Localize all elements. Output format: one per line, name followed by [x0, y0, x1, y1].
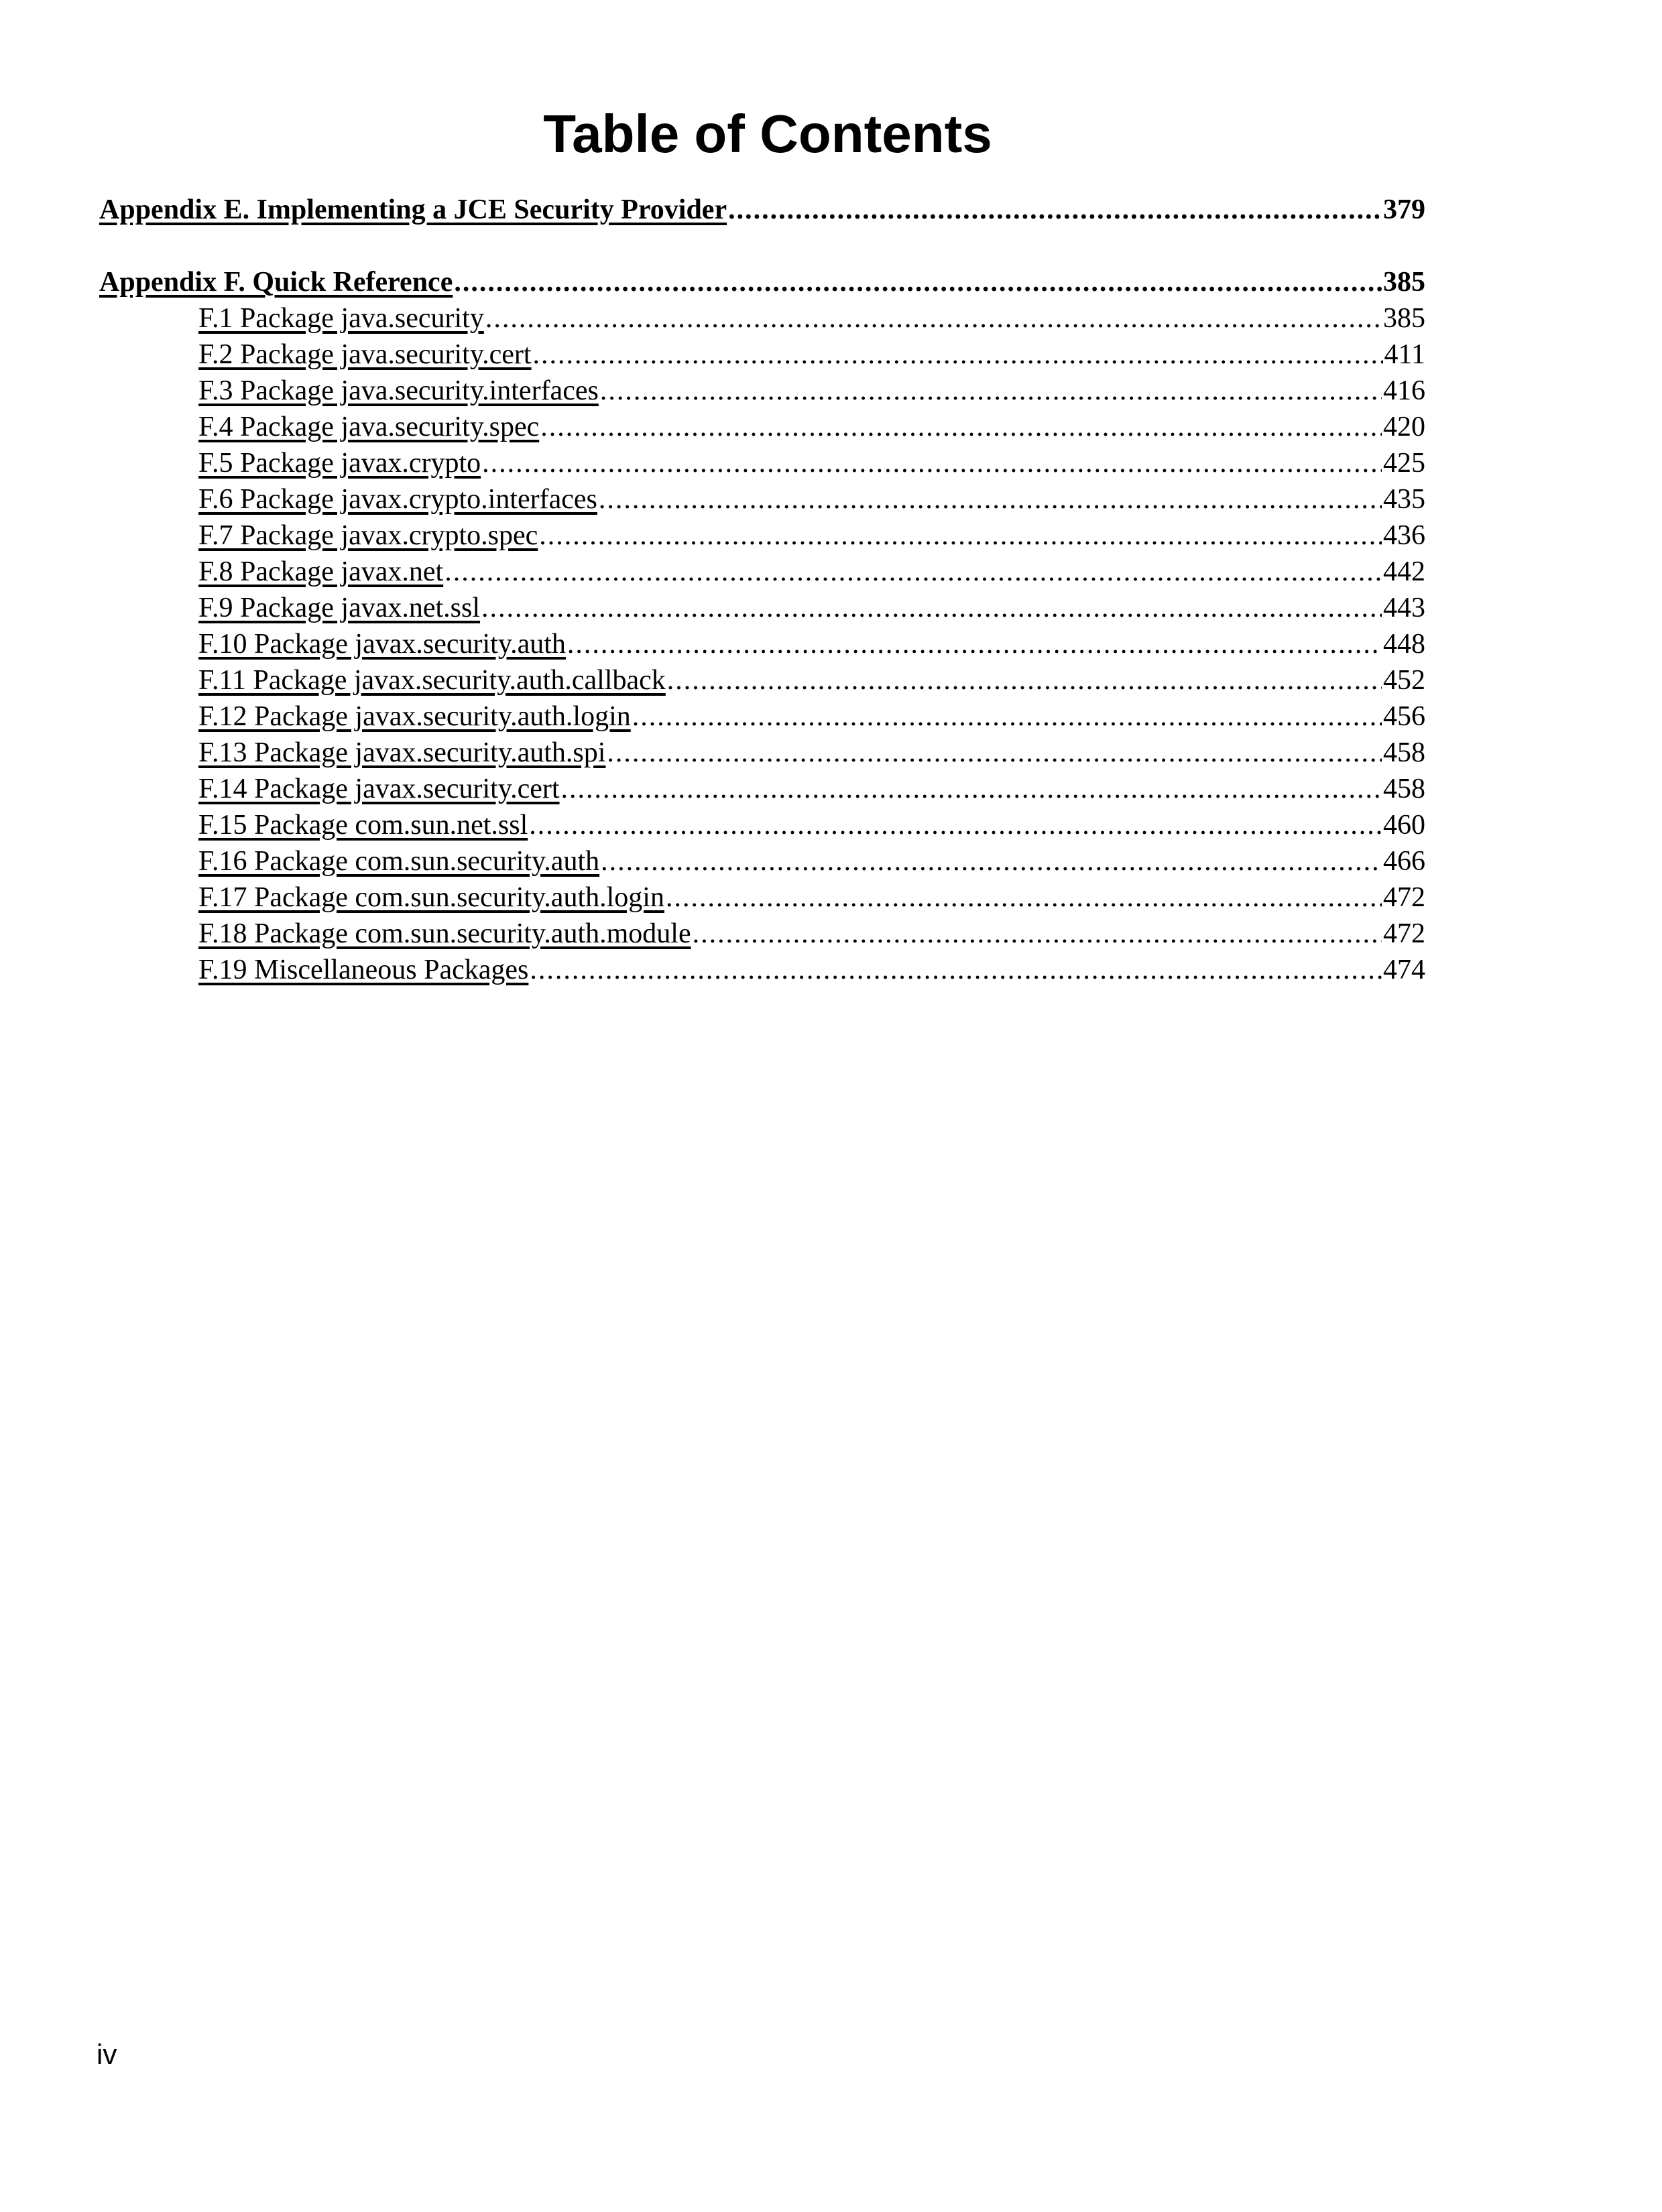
- toc-entry-f13[interactable]: [99, 735, 1425, 771]
- dot-leader: [481, 590, 1382, 626]
- toc-page-number: 460: [1383, 810, 1425, 841]
- toc-entry-f9[interactable]: [99, 590, 1425, 626]
- toc-page-number: 385: [1383, 303, 1425, 334]
- toc-page-number: 474: [1383, 955, 1425, 985]
- page-title: Table of Contents: [543, 104, 992, 164]
- toc-entry-f14[interactable]: [99, 771, 1425, 807]
- dot-leader: [567, 626, 1382, 662]
- dot-leader: [632, 698, 1382, 735]
- toc-entry-label[interactable]: F.14 Package javax.security.cert: [198, 774, 560, 804]
- toc-entry-label[interactable]: F.2 Package java.security.cert: [198, 339, 532, 370]
- toc-entry-label[interactable]: F.11 Package javax.security.auth.callback: [198, 665, 666, 696]
- dot-leader: [667, 662, 1382, 698]
- dot-leader: [666, 879, 1382, 916]
- toc-page-number: 442: [1383, 556, 1425, 587]
- toc-entry-appendix-f[interactable]: [99, 264, 1425, 300]
- toc-entry-f17[interactable]: [99, 879, 1425, 916]
- toc-page-number: 385: [1383, 267, 1425, 298]
- toc-entry-f7[interactable]: [99, 517, 1425, 554]
- toc-entry-f10[interactable]: [99, 626, 1425, 662]
- toc-entry-label[interactable]: F.19 Miscellaneous Packages: [198, 955, 529, 985]
- toc-page-number: 379: [1383, 194, 1425, 225]
- toc-entry-f5[interactable]: [99, 445, 1425, 481]
- toc-page-number: 420: [1383, 412, 1425, 442]
- toc-page-number: 416: [1383, 375, 1425, 406]
- toc-entry-f6[interactable]: [99, 481, 1425, 517]
- toc-entry-label[interactable]: F.15 Package com.sun.net.ssl: [198, 810, 528, 841]
- toc-page-number: 472: [1383, 918, 1425, 949]
- toc-entry-label[interactable]: F.17 Package com.sun.security.auth.login: [198, 882, 664, 913]
- toc-page-number: 458: [1383, 774, 1425, 804]
- page-folio: iv: [97, 2038, 117, 2070]
- toc-entry-f19[interactable]: [99, 952, 1425, 988]
- toc-entry-appendix-e[interactable]: [99, 192, 1425, 228]
- toc-page-number: 466: [1383, 846, 1425, 877]
- toc-entry-label[interactable]: F.7 Package javax.crypto.spec: [198, 520, 538, 551]
- toc-entry-label[interactable]: F.4 Package java.security.spec: [198, 412, 540, 442]
- toc-entry-label[interactable]: Appendix F. Quick Reference: [99, 267, 453, 298]
- toc-entry-label[interactable]: F.13 Package javax.security.auth.spi: [198, 737, 606, 768]
- toc-page-number: 458: [1383, 737, 1425, 768]
- toc-entry-f12[interactable]: [99, 698, 1425, 735]
- dot-leader: [599, 481, 1382, 517]
- toc-entry-label[interactable]: Appendix E. Implementing a JCE Security Provider: [99, 194, 727, 225]
- toc-entry-f16[interactable]: [99, 843, 1425, 879]
- toc-page-number: 448: [1383, 629, 1425, 660]
- dot-leader: [607, 735, 1382, 771]
- toc-page-number: 456: [1383, 701, 1425, 732]
- dot-leader: [529, 807, 1382, 843]
- toc-entry-f4[interactable]: [99, 409, 1425, 445]
- toc-entry-label[interactable]: F.8 Package javax.net: [198, 556, 444, 587]
- toc-entry-label[interactable]: F.3 Package java.security.interfaces: [198, 375, 599, 406]
- toc-entry-f1[interactable]: [99, 300, 1425, 336]
- toc-entry-label[interactable]: F.6 Package javax.crypto.interfaces: [198, 484, 597, 515]
- dot-leader: [728, 192, 1382, 228]
- table-of-contents: [99, 192, 1425, 988]
- dot-leader: [454, 264, 1382, 300]
- dot-leader: [482, 445, 1382, 481]
- toc-entry-label[interactable]: F.18 Package com.sun.security.auth.module: [198, 918, 691, 949]
- toc-page-number: 411: [1384, 339, 1425, 370]
- dot-leader: [601, 843, 1382, 879]
- dot-leader: [540, 409, 1382, 445]
- toc-entry-f18[interactable]: [99, 916, 1425, 952]
- toc-page-number: 436: [1383, 520, 1425, 551]
- toc-entry-f3[interactable]: [99, 373, 1425, 409]
- toc-entry-label[interactable]: F.16 Package com.sun.security.auth: [198, 846, 600, 877]
- dot-leader: [485, 300, 1382, 336]
- dot-leader: [693, 916, 1382, 952]
- toc-entry-f11[interactable]: [99, 662, 1425, 698]
- toc-page-number: 425: [1383, 448, 1425, 479]
- dot-leader: [561, 771, 1382, 807]
- toc-page-number: 472: [1383, 882, 1425, 913]
- toc-page-number: 452: [1383, 665, 1425, 696]
- toc-page-number: 443: [1383, 593, 1425, 623]
- toc-entry-label[interactable]: F.12 Package javax.security.auth.login: [198, 701, 631, 732]
- dot-leader: [444, 554, 1382, 590]
- toc-entry-label[interactable]: F.5 Package javax.crypto: [198, 448, 481, 479]
- dot-leader: [539, 517, 1382, 554]
- dot-leader: [533, 336, 1383, 373]
- toc-entry-label[interactable]: F.9 Package javax.net.ssl: [198, 593, 481, 623]
- dot-leader: [530, 952, 1382, 988]
- toc-entry-f2[interactable]: [99, 336, 1425, 373]
- toc-entry-label[interactable]: F.10 Package javax.security.auth: [198, 629, 566, 660]
- toc-entry-f8[interactable]: [99, 554, 1425, 590]
- toc-entry-label[interactable]: F.1 Package java.security: [198, 303, 484, 334]
- dot-leader: [600, 373, 1382, 409]
- toc-entry-f15[interactable]: [99, 807, 1425, 843]
- toc-page-number: 435: [1383, 484, 1425, 515]
